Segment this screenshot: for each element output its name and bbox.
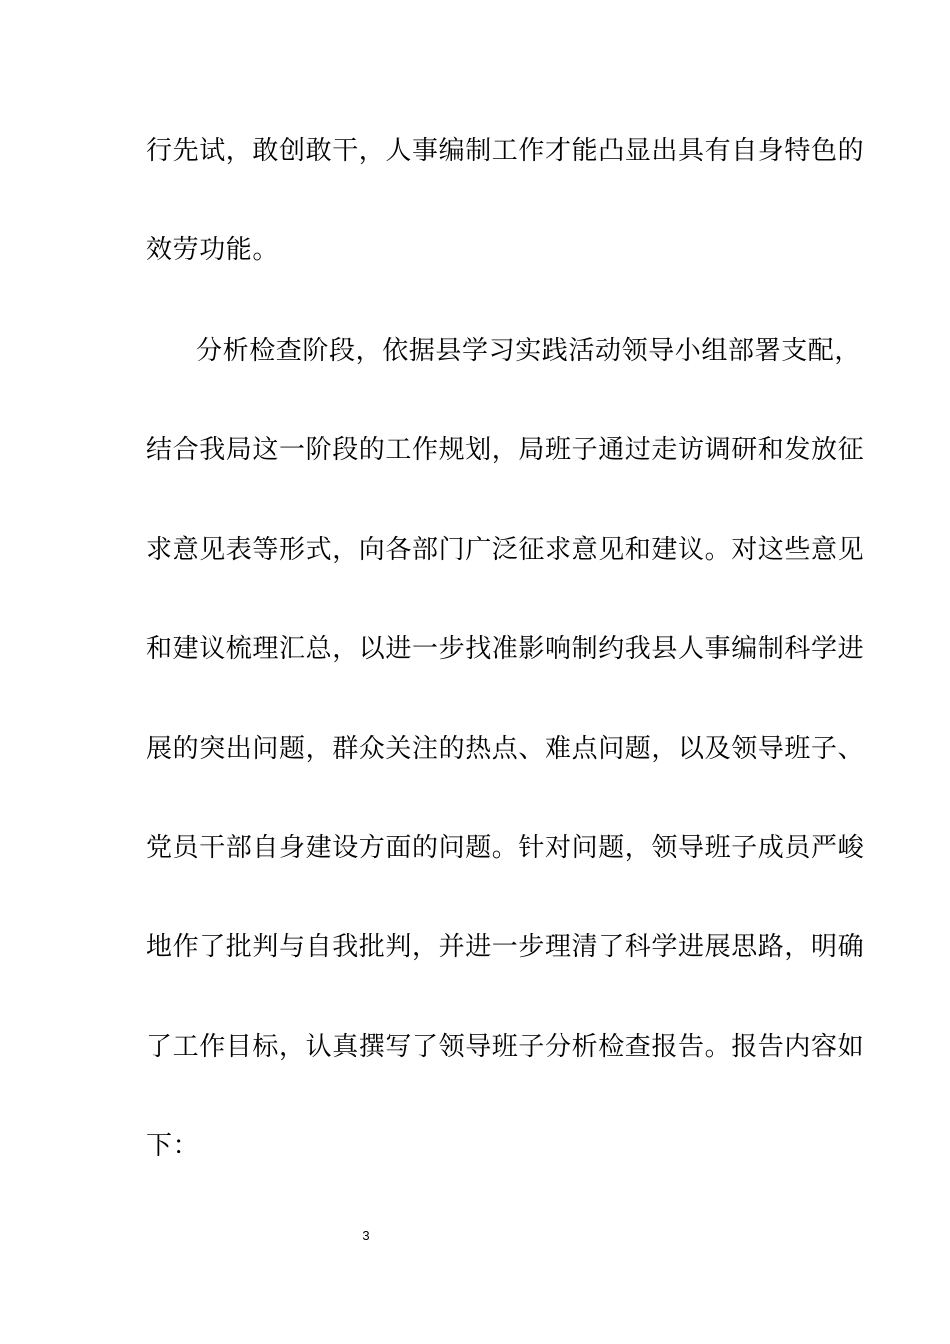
text-line: 结合我局这一阶段的工作规划，局班子通过走访调研和发放征 <box>146 435 865 465</box>
text-line: 求意见表等形式，向各部门广泛征求意见和建议。对这些意见 <box>146 535 865 565</box>
text-line: 下： <box>146 1131 200 1161</box>
page-number: 3 <box>362 1228 370 1243</box>
text-line: 了工作目标，认真撰写了领导班子分析检查报告。报告内容如 <box>146 1032 865 1062</box>
text-line: 效劳功能。 <box>146 235 280 265</box>
text-line: 展的突出问题，群众关注的热点、难点问题，以及领导班子、 <box>146 734 865 764</box>
text-line: 党员干部自身建设方面的问题。针对问题，领导班子成员严峻 <box>146 833 865 863</box>
text-line: 行先试，敢创敢干，人事编制工作才能凸显出具有自身特色的 <box>146 136 865 166</box>
text-line: 和建议梳理汇总，以进一步找准影响制约我县人事编制科学进 <box>146 634 865 664</box>
paragraph-first-line: 分析检查阶段，依据县学习实践活动领导小组部署支配， <box>196 336 862 366</box>
text-line: 地作了批判与自我批判，并进一步理清了科学进展思路，明确 <box>146 932 865 962</box>
